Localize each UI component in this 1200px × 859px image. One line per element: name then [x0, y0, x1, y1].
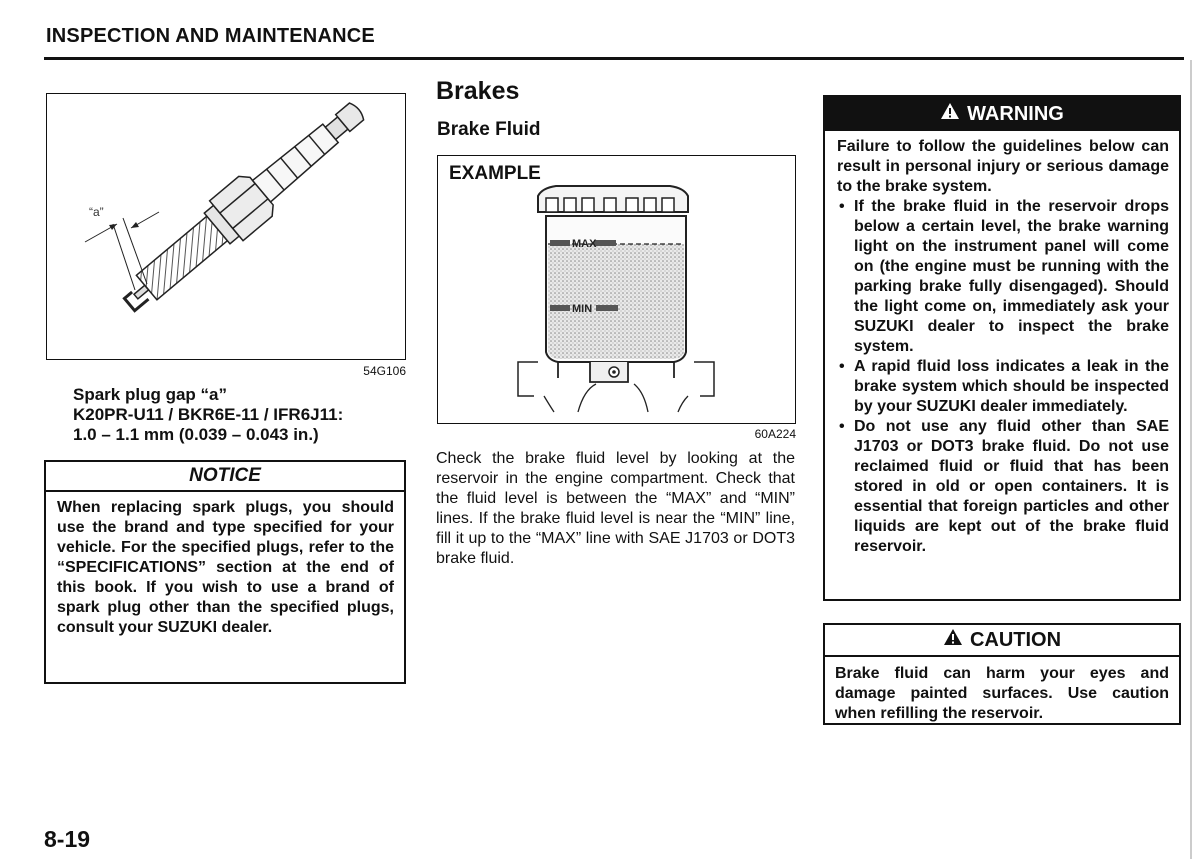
brake-fluid-instructions: Check the brake fluid level by looking at the reservoir in the engine compartment. Check that the fluid level is between the “MAX” and “MIN” lines. If the brake fluid level is near the “MIN” line, fill it up to the “MAX” line with SAE J1703 or DOT3 brake fluid. — [436, 450, 795, 567]
warning-title: WARNING — [967, 102, 1064, 125]
caption-line: K20PR-U11 / BKR6E-11 / IFR6J11: — [73, 405, 344, 424]
brake-reservoir-illustration — [437, 155, 796, 424]
section-title: Brakes — [436, 77, 520, 105]
spark-plug-caption — [73, 385, 343, 445]
notice-box — [44, 460, 406, 684]
page-number: 8-19 — [44, 826, 91, 852]
example-label: EXAMPLE — [449, 163, 541, 184]
caption-line: Spark plug gap “a” — [73, 385, 227, 404]
page-edge-line — [1190, 60, 1192, 859]
caution-box — [823, 623, 1181, 725]
caption-line: 1.0 – 1.1 mm (0.039 – 0.043 in.) — [73, 425, 319, 444]
notice-text: When replacing spark plugs, you should use the brand and type specified for your vehicle. For the specified plugs, refer to the “SPECIFICATIONS” section at the end of this book. If you wish to use a brand of spark plug other than the specified plugs, consult your SUZUKI dealer. — [57, 499, 394, 636]
max-label: MAX — [572, 238, 597, 250]
warning-triangle-icon — [940, 102, 960, 126]
min-label: MIN — [572, 303, 593, 315]
reservoir-figure-code: 60A224 — [754, 427, 796, 441]
gap-a-label: “a” — [89, 205, 104, 219]
caution-title: CAUTION — [969, 628, 1062, 651]
notice-title: NOTICE — [46, 462, 404, 492]
spark-plug-drawing — [47, 94, 404, 358]
warning-intro: Failure to follow the guidelines below can result in personal injury or serious damage to the brake system. — [837, 138, 1169, 195]
subsection-title: Brake Fluid — [437, 119, 541, 140]
warning-bullet: • A rapid fluid loss indicates a leak in the brake system which should be inspected by your SUZUKI dealer immediately. — [837, 357, 1169, 417]
warning-box — [823, 95, 1181, 601]
spark-figure-code: 54G106 — [363, 364, 406, 378]
warning-bullet: • Do not use any fluid other than SAE J1703 or DOT3 brake fluid. Do not use reclaimed fluid or fluid that has been stored in old or open containers. It is essential that foreign particles and other liquids are kept out of the brake fluid reservoir. — [837, 417, 1169, 557]
warning-content — [825, 131, 1179, 557]
spark-plug-illustration — [46, 93, 406, 360]
reservoir-drawing — [438, 156, 794, 422]
section-header-title: INSPECTION AND MAINTENANCE — [46, 25, 375, 47]
warning-header — [825, 97, 1179, 131]
warning-bullet: • If the brake fluid in the reservoir drops below a certain level, the brake warning light on the instrument panel will come on (the engine must be running with the parking brake fully disengaged). Should the light come on, immediately ask your SUZUKI dealer to inspect the brake system. — [837, 197, 1169, 357]
caution-triangle-icon — [943, 628, 963, 652]
caution-header — [825, 625, 1179, 657]
caution-text: Brake fluid can harm your eyes and damage painted surfaces. Use caution when refilling the reservoir. — [835, 665, 1169, 722]
header-rule — [44, 57, 1184, 60]
